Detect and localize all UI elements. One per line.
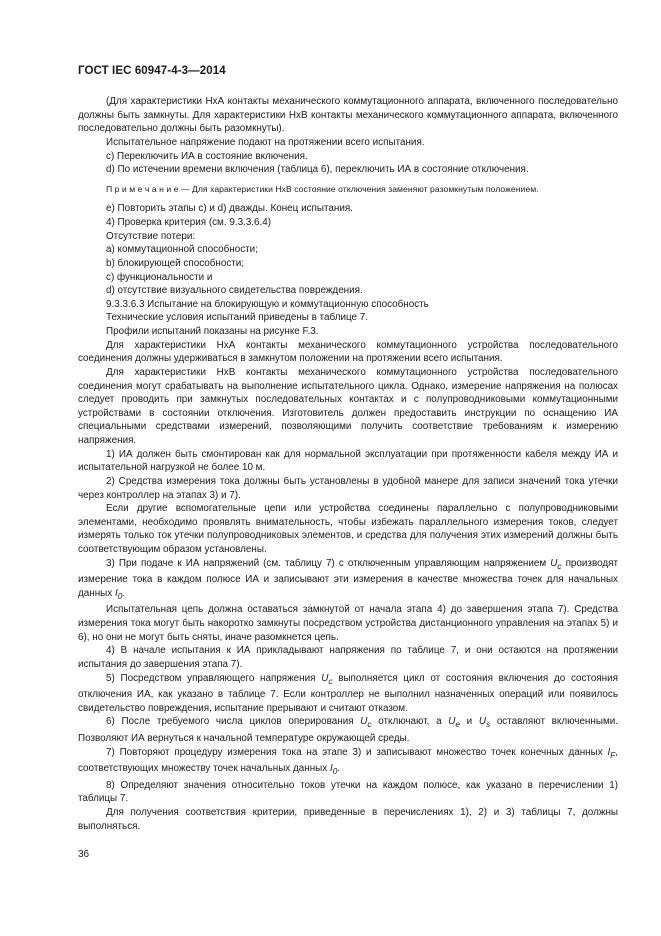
text-run: 3) При подаче к ИА напряжений (см. таблицу 7) с отключенным управляющим напряжением bbox=[106, 557, 551, 569]
list-item: c) функциональности и bbox=[106, 271, 213, 283]
list-item: d) По истечении времени включения (таблица 6), переключить ИА в состояние отключения. bbox=[106, 164, 529, 176]
section-heading: 9.3.3.6.3 Испытание на блокирующую и коммутационную способность bbox=[106, 298, 429, 310]
text-run: отключают, а bbox=[371, 716, 449, 728]
list-item: a) коммутационной способности; bbox=[106, 244, 258, 256]
list-item: b) блокирующей способности; bbox=[106, 257, 245, 269]
symbol-uc: $U_c$ bbox=[550, 557, 562, 571]
paragraph: Для получения соответствия критерии, приведенные в перечислениях 1), 2) и 3) таблицы 7, должны выполняться. bbox=[78, 807, 618, 832]
list-item: 1) ИА должен быть смонтирован как для нормальной эксплуатации при протяженности кабеля между ИА и испытательной нагрузкой не более 10 м. bbox=[78, 448, 618, 474]
text-run: производят измерение тока в каждом полюсе ИА и записывают эти измерения в качестве множества точек для начальных данных bbox=[78, 557, 618, 599]
list-item: 4) В начале испытания к ИА прикладывают напряжения по таблице 7, и они остаются на протяжении испытания до завершения этапа 7). bbox=[78, 645, 618, 670]
paragraph: Для характеристики НхВ контакты механического коммутационного устройства последовательного соединения могут срабатывать на выполнение испытательного цикла. Однако, измерение напряжения на полюсах следует проводить при замкнутых последовательных контактах и с полупроводниковыми коммутационными устройствами в состоянии отключения. Изготовитель должен предоставить инструкции по оснащению ИА специальными средствами измерений, позволяющими получить соответствие требованиям к измерению напряжения. bbox=[78, 366, 618, 446]
text-run: . bbox=[337, 763, 341, 775]
paragraph: Отсутствие потери: bbox=[106, 230, 196, 242]
text-run: и bbox=[460, 716, 479, 728]
paragraph: Испытательная цепь должна оставаться замкнутой от начала этапа 4) до завершения этапа 7). Средства измерения тока могут быть накоротко замкнуты посредством устройства дистанционного управления на этапах 5) и 6), но они не могут быть сняты, иначе разомкнется цепь. bbox=[78, 604, 618, 643]
text-run: 5) Посредством управляющего напряжения bbox=[106, 672, 322, 684]
list-item: e) Повторить этапы c) и d) дважды. Конец испытания. bbox=[106, 203, 353, 215]
symbol-uc: $U_c$ bbox=[360, 716, 372, 730]
list-item: 8) Определяют значения относительно токов утечки на каждом полюсе, как указано в перечислении 1) таблицы 7. bbox=[78, 779, 618, 805]
list-item: d) отсутствие визуального свидетельства повреждения. bbox=[106, 285, 363, 297]
document-body bbox=[78, 95, 618, 833]
paragraph: Если другие вспомогательные цепи или устройства соединены параллельно с полупроводниковыми элементами, необходимо проявлять внимательность, чтобы избежать параллельного измерения токов, следует измерять только ток утечки полупроводниковых элементов, и средства для получения этих измерений должны быть соответствующим образом установлены. bbox=[78, 503, 618, 555]
text-run: выполняется цикл от состояния включения до состояния отключения ИА, как указано в таблице 7. Если контроллер не выполнил назначенных операций или появилось свидетельство повреждения, испытание прерывают и считают отказом. bbox=[78, 672, 619, 714]
list-item bbox=[78, 672, 618, 716]
list-item: 4) Проверка критерия (см. 9.3.3.6.4) bbox=[106, 217, 272, 228]
page-number: 36 bbox=[78, 849, 90, 860]
text-run: 7) Повторяют процедуру измерения тока на этапе 3) и записывают множество точек конечных данных bbox=[106, 746, 608, 758]
symbol-i0: $I_0$ bbox=[329, 763, 338, 777]
symbol-us: $U_s$ bbox=[478, 716, 491, 730]
document-header: ГОСТ IEC 60947-4-3—2014 bbox=[78, 65, 226, 77]
paragraph: (Для характеристики НхА контакты механического коммутационного аппарата, включенного последовательно должны быть замкнуты. Для характеристики НхВ контакты механического коммутационного аппарата, включенного последовательно должны быть разомкнуты). bbox=[78, 96, 618, 135]
text-run: . bbox=[122, 587, 126, 599]
text-run: оставляют включенными. Позволяют ИА вернуться к начальной температуре окружающей среды. bbox=[78, 716, 618, 744]
note-label: П р и м е ч а н и е bbox=[106, 183, 179, 194]
note-text: — Для характеристики НхВ состояние отключения заменяют разомкнутым положением. bbox=[178, 183, 539, 194]
list-item: 2) Средства измерения тока должны быть установлены в удобной манере для записи значений тока утечки через контроллер на этапах 3) и 7). bbox=[78, 475, 618, 501]
symbol-uc: $U_c$ bbox=[321, 672, 333, 686]
symbol-if: $I_F$ bbox=[607, 746, 616, 760]
list-item bbox=[78, 715, 618, 745]
list-item bbox=[78, 746, 618, 779]
paragraph: Профили испытаний показаны на рисунке F.3. bbox=[106, 326, 319, 337]
text-run: , соответствующих множеству точек начальных данных bbox=[78, 746, 618, 775]
paragraph: Для характеристики НхА контакты механического коммутационного устройства последовательного соединения должны удерживаться в замкнутом положении на протяжении всего испытания. bbox=[78, 339, 618, 365]
list-item bbox=[78, 557, 618, 604]
paragraph: Испытательное напряжение подают на протяжении всего испытания. bbox=[106, 136, 425, 148]
text-run: 6) После требуемого числа циклов оперирования bbox=[106, 716, 361, 728]
list-item: c) Переключить ИА в состояние включения. bbox=[106, 150, 308, 162]
note bbox=[78, 183, 618, 197]
paragraph: Технические условия испытаний приведены в таблице 7. bbox=[106, 312, 369, 324]
symbol-ue: $U_e$ bbox=[448, 716, 460, 730]
symbol-i0: $I_0$ bbox=[114, 587, 123, 601]
